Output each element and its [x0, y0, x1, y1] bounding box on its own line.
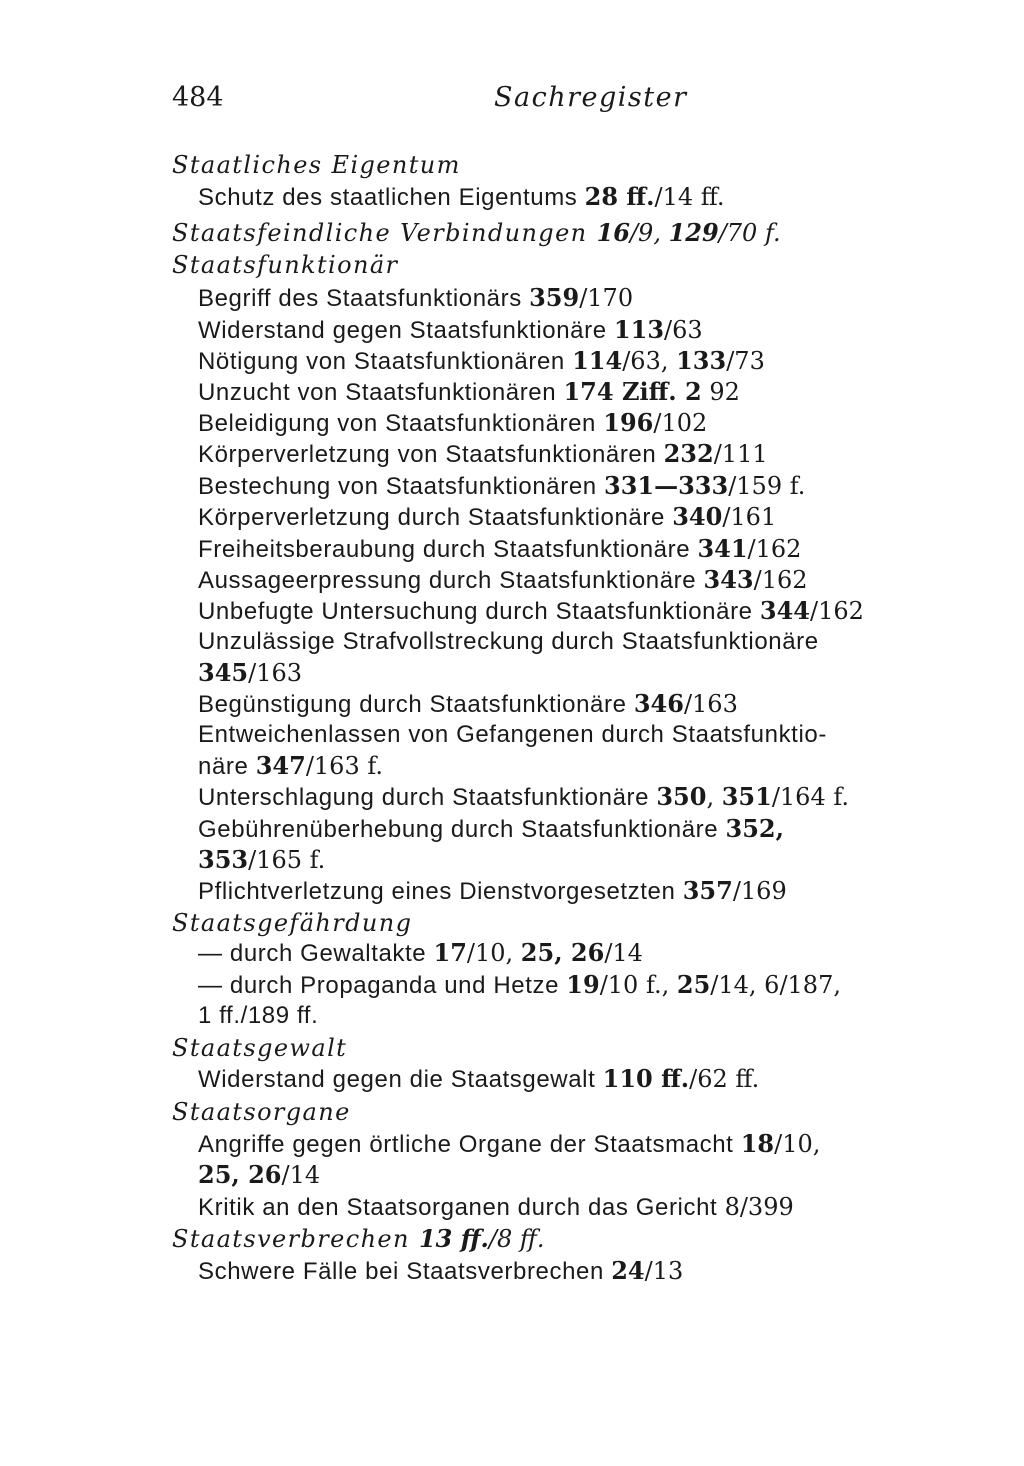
index-subentry [198, 408, 707, 439]
entry-text: Begriff des Staatsfunktionärs [198, 285, 530, 312]
page-reference: 13 ff. [418, 1224, 489, 1253]
index-subentry [198, 534, 801, 565]
index-subentry [198, 970, 841, 1001]
index-subentry [198, 439, 768, 470]
running-head: Sachregister [494, 82, 688, 113]
index-subentry [198, 377, 740, 408]
index-subentry [198, 1192, 794, 1223]
entry-text: Staatsfunktionär [172, 251, 399, 279]
page-reference: /187, [779, 971, 841, 999]
page-reference: /165 f. [248, 846, 326, 874]
page-reference: /73 [726, 347, 765, 375]
page-reference: 350 [656, 782, 707, 811]
page-reference: /14 ff. [654, 183, 725, 211]
page-reference: 16 [596, 218, 630, 247]
index-subentry [198, 627, 819, 657]
page-reference: 196 [603, 408, 654, 437]
page-reference: /162 [747, 535, 802, 563]
index-subentry [198, 751, 383, 782]
page-reference: , [706, 783, 722, 811]
page-reference: 341 [697, 534, 748, 563]
page-reference: 19 [566, 970, 600, 999]
entry-text: Unzucht von Staatsfunktionären [198, 379, 564, 406]
index-subentry [198, 283, 633, 314]
page-reference: 232 [663, 439, 714, 468]
page-reference: /14, [710, 971, 765, 999]
page-reference: /63, [622, 347, 677, 375]
index-subentry [198, 1001, 318, 1031]
page-reference: 110 ff. [602, 1064, 690, 1093]
page-reference: 174 Ziff. 2 [563, 377, 702, 406]
page-reference: /163 f. [305, 752, 383, 780]
entry-text: Bestechung von Staatsfunktionären [198, 473, 604, 500]
index-subentry [198, 471, 805, 502]
page-reference: 352, [725, 814, 784, 843]
page-reference: /163 [248, 659, 303, 687]
page-reference: /169 [732, 877, 787, 905]
page-reference: /10, [466, 939, 521, 967]
page-reference: 25 [676, 970, 711, 999]
entry-text: Schutz des staatlichen Eigentums [198, 184, 585, 211]
entry-text: Begünstigung durch Staatsfunktionäre [198, 691, 634, 718]
entry-text: Widerstand gegen Staatsfunktionäre [198, 317, 614, 344]
page-reference: 129 [668, 218, 719, 247]
page-reference: 344 [759, 596, 810, 625]
index-heading [172, 250, 398, 280]
index-heading [172, 1097, 351, 1127]
page-reference: 113 [613, 315, 665, 344]
index-heading [172, 1033, 347, 1063]
entry-text: Körperverletzung von Staatsfunktionären [198, 441, 664, 468]
page-reference: 18 [740, 1129, 775, 1158]
page-reference: /163 [683, 690, 738, 718]
index-subentry [198, 502, 776, 533]
page-reference: /63 [664, 316, 703, 344]
page-reference: /10, [774, 1130, 821, 1158]
page-reference: 345 [198, 658, 249, 687]
page-reference: 346 [633, 689, 684, 718]
page-reference: /162 [809, 597, 864, 625]
page-reference: 347 [255, 751, 306, 780]
page-reference: 331—333 [604, 471, 729, 500]
entry-text: — durch Gewaltakte [198, 940, 434, 967]
page-reference: /70 f. [718, 219, 781, 247]
page-reference: /14 [281, 1161, 321, 1189]
entry-text: Unterschlagung durch Staatsfunktionäre [198, 784, 657, 811]
entry-text: Staatsorgane [172, 1098, 351, 1126]
page-reference: /10 f., [599, 971, 677, 999]
index-heading [172, 908, 412, 938]
page-reference: /159 f. [728, 472, 806, 500]
entry-text: Staatsgewalt [172, 1034, 348, 1062]
page-reference: /162 [753, 566, 808, 594]
page-reference: /399 [739, 1193, 794, 1221]
index-subentry [198, 658, 302, 689]
page-reference: 343 [703, 565, 754, 594]
page-reference: 24 [611, 1256, 645, 1285]
page-reference: 28 ff. [584, 182, 655, 211]
index-subentry [198, 845, 325, 876]
entry-text: Angriffe gegen örtliche Organe der Staatsmacht [198, 1131, 741, 1158]
index-subentry [198, 1064, 759, 1095]
page-reference: 114 [572, 346, 623, 375]
page-reference: 25, 26 [520, 938, 605, 967]
page-reference: 25, 26 [198, 1160, 282, 1189]
index-subentry [198, 689, 738, 720]
page-reference: /102 [653, 409, 708, 437]
page-reference: 351 [721, 782, 772, 811]
index-heading [172, 150, 461, 180]
entry-text: Widerstand gegen die Staatsgewalt [198, 1066, 603, 1093]
page-reference: /62 ff. [689, 1065, 760, 1093]
page-reference: /161 [722, 503, 777, 531]
entry-text: Beleidigung von Staatsfunktionären [198, 410, 604, 437]
page-reference: /14 [604, 939, 643, 967]
index-subentry [198, 782, 849, 813]
page-reference: /9, [629, 219, 669, 247]
page-reference: /111 [713, 440, 768, 468]
entry-text: Nötigung von Staatsfunktionären [198, 348, 573, 375]
page-reference: 8 [724, 1193, 740, 1221]
entry-text: — durch Propaganda und Hetze [198, 972, 567, 999]
entry-text: Unbefugte Untersuchung durch Staatsfunktionäre [198, 598, 760, 625]
index-subentry [198, 938, 643, 969]
index-subentry [198, 1160, 320, 1191]
index-subentry [198, 720, 827, 750]
page-number: 484 [172, 82, 224, 113]
entry-text: Freiheitsberaubung durch Staatsfunktionäre [198, 536, 698, 563]
index-heading [172, 1224, 545, 1254]
index-subentry [198, 1129, 820, 1160]
page-reference: 17 [433, 938, 467, 967]
entry-text: näre [198, 753, 256, 780]
entry-text: Schwere Fälle bei Staatsverbrechen [198, 1258, 612, 1285]
index-subentry [198, 346, 765, 377]
page-reference: /164 f. [771, 783, 850, 811]
page-reference: /8 ff. [488, 1225, 545, 1253]
page-reference: 353 [198, 845, 249, 874]
index-subentry [198, 565, 808, 596]
index-subentry [198, 182, 725, 213]
entry-text: 1 ff./189 ff. [198, 1002, 319, 1029]
index-heading [172, 218, 781, 248]
entry-text: Aussageerpressung durch Staatsfunktionäre [198, 567, 704, 594]
entry-text: Körperverletzung durch Staatsfunktionäre [198, 504, 673, 531]
page-reference: 133 [676, 346, 727, 375]
page-reference: 357 [682, 876, 733, 905]
index-subentry [198, 876, 787, 907]
page-reference: 6 [764, 971, 780, 999]
entry-text: Staatsverbrechen [172, 1225, 419, 1253]
entry-text: Pflichtverletzung eines Dienstvorgesetzten [198, 878, 683, 905]
entry-text: Unzulässige Strafvollstreckung durch Staatsfunktionäre [198, 628, 819, 655]
index-subentry [198, 596, 864, 627]
entry-text: Staatsfeindliche Verbindungen [172, 219, 597, 247]
entry-text: Entweichenlassen von Gefangenen durch Staatsfunktio- [198, 721, 827, 748]
page-reference: /13 [644, 1257, 684, 1285]
page-reference: 340 [672, 502, 723, 531]
entry-text: Kritik an den Staatsorganen durch das Gericht [198, 1194, 725, 1221]
page-reference: 92 [701, 378, 740, 406]
entry-text: Gebührenüberhebung durch Staatsfunktionäre [198, 816, 726, 843]
page-reference: 359 [529, 283, 580, 312]
index-subentry [198, 315, 703, 346]
index-subentry [198, 1256, 683, 1287]
entry-text: Staatsgefährdung [172, 909, 413, 937]
index-subentry [198, 814, 784, 845]
entry-text: Staatliches Eigentum [172, 151, 461, 179]
page-reference: /170 [579, 284, 634, 312]
